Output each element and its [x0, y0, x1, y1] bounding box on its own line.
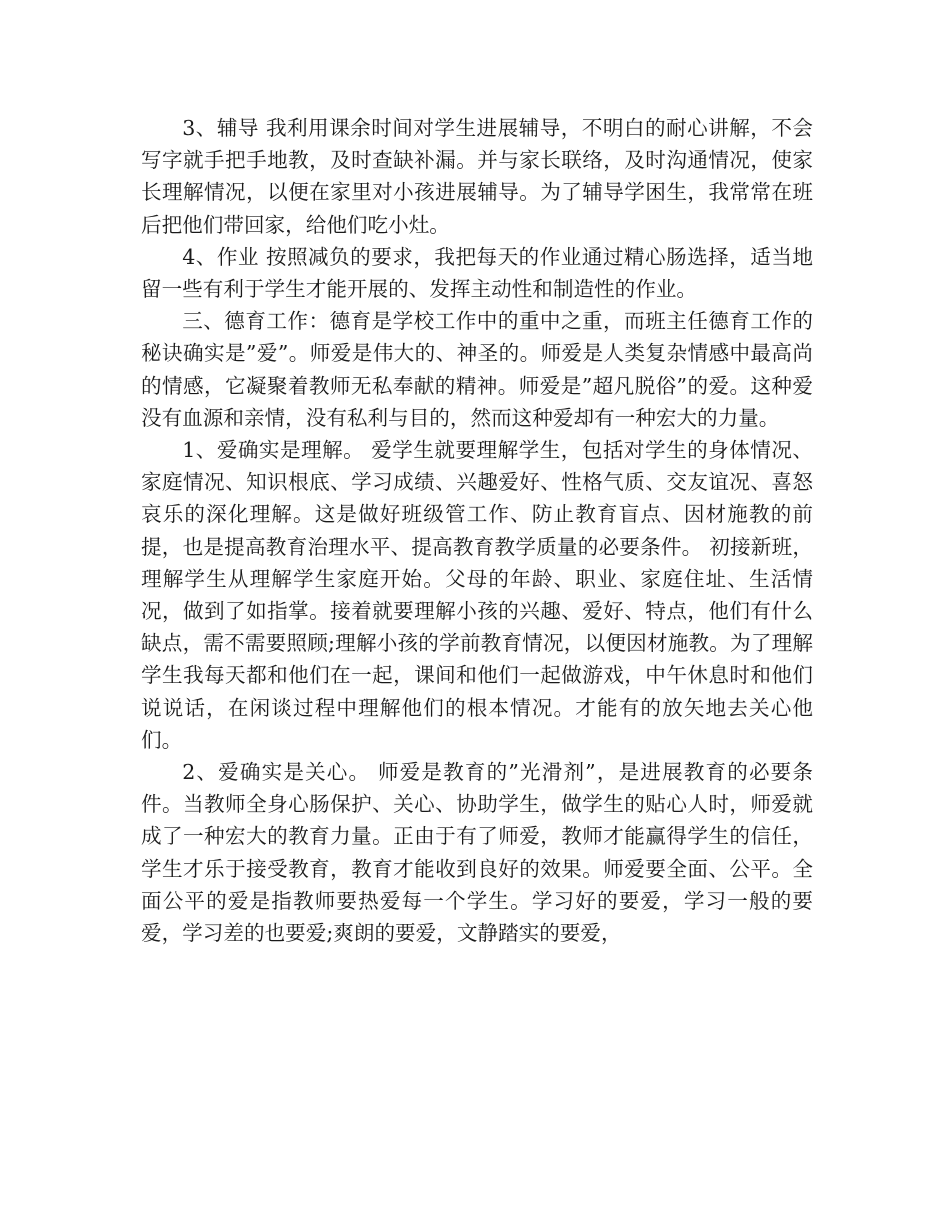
paragraph-moral-education: 三、德育工作：德育是学校工作中的重中之重，而班主任德育工作的秘诀确实是”爱”。师爱是伟大的、神圣的。师爱是人类复杂情感中最高尚的情感，它凝聚着教师无私奉献的精神。师爱是”超凡脱俗”的爱。这种爱没有血源和亲情，没有私利与目的，然而这种爱却有一种宏大的力量。 — [141, 309, 813, 430]
paragraph-tutoring: 3、辅导 我利用课余时间对学生进展辅导，不明白的耐心讲解，不会写字就手把手地教，及时查缺补漏。并与家长联络，及时沟通情况，使家长理解情况，以便在家里对小孩进展辅导。为了辅导学困生，我常常在班后把他们带回家，给他们吃小灶。 — [141, 116, 813, 237]
document-body — [141, 112, 813, 949]
paragraph-love-is-understanding: 1、爱确实是理解。 爱学生就要理解学生，包括对学生的身体情况、家庭情况、知识根底、学习成绩、兴趣爱好、性格气质、交友谊况、喜怒哀乐的深化理解。这是做好班级管工作、防止教育盲点、因材施教的前提，也是提高教育治理水平、提高教育教学质量的必要条件。 初接新班，理解学生从理解学生家庭开始。父母的年龄、职业、家庭住址、生活情况，做到了如指掌。接着就要理解小孩的兴趣、爱好、特点，他们有什么缺点，需不需要照顾;理解小孩的学前教育情况，以便因材施教。为了理解学生我每天都和他们在一起，课间和他们一起做游戏，中午休息时和他们说说话，在闲谈过程中理解他们的根本情况。才能有的放矢地去关心他们。 — [141, 438, 813, 752]
paragraph-homework: 4、作业 按照减负的要求，我把每天的作业通过精心肠选择，适当地留一些有利于学生才能开展的、发挥主动性和制造性的作业。 — [141, 244, 813, 302]
paragraph-love-is-care: 2、爱确实是关心。 师爱是教育的”光滑剂”，是进展教育的必要条件。当教师全身心肠保护、关心、协助学生，做学生的贴心人时，师爱就成了一种宏大的教育力量。正由于有了师爱，教师才能赢得学生的信任，学生才乐于接受教育，教育才能收到良好的效果。师爱要全面、公平。全面公平的爱是指教师要热爱每一个学生。学习好的要爱，学习一般的要爱，学习差的也要爱;爽朗的要爱，文静踏实的要爱， — [141, 760, 813, 946]
